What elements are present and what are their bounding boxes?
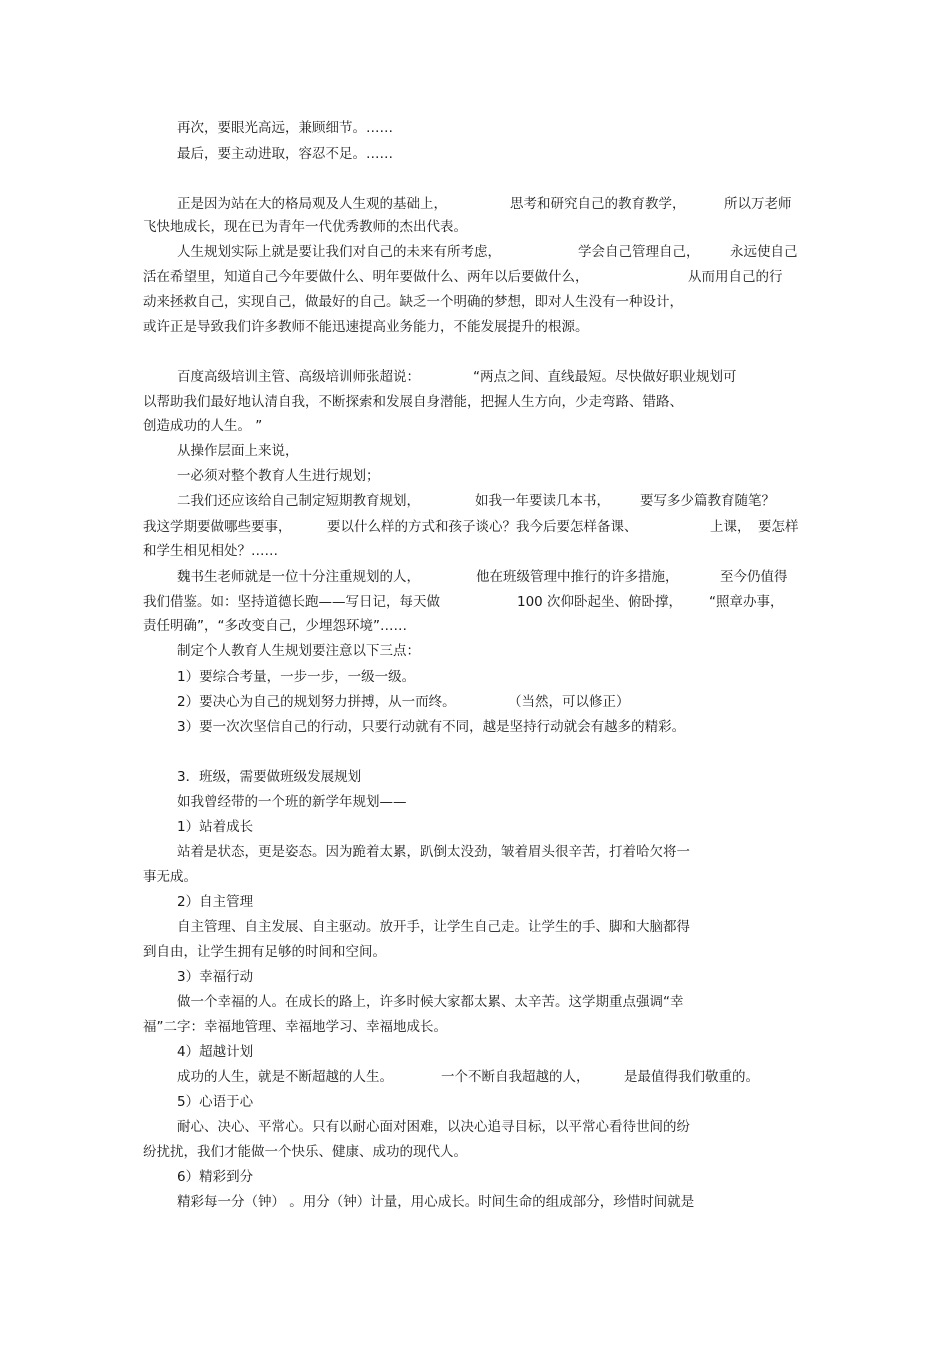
text-segment: 百度高级培训主管、高级培训师张超说： [177, 369, 420, 385]
text-line: 以帮助我们最好地认清自我，不断探索和发展自身潜能，把握人生方向，少走弯路、错路、 [143, 394, 683, 410]
text-line: 到自由，让学生拥有足够的时间和空间。 [143, 944, 386, 960]
text-segment: 我这学期要做哪些要事， [143, 519, 292, 535]
text-line: 2）自主管理 [177, 894, 254, 910]
text-line: 最后，要主动进取，容忍不足。…… [177, 146, 393, 162]
text-segment: 魏书生老师就是一位十分注重规划的人， [177, 569, 420, 585]
text-segment: “两点之间、直线最短。尽快做好职业规划可 [473, 369, 737, 385]
text-line: 再次，要眼光高远，兼顾细节。…… [177, 120, 393, 136]
text-segment: 100 次仰卧起坐、俯卧撑， [517, 594, 683, 610]
text-line: 3）要一次次坚信自己的行动，只要行动就有不同，越是坚持行动就会有越多的精彩。 [177, 719, 686, 735]
text-line: 4）超越计划 [177, 1044, 254, 1060]
text-segment: 学会自己管理自己， [578, 244, 700, 260]
text-line: 5）心语于心 [177, 1094, 254, 1110]
text-segment: 二我们还应该给自己制定短期教育规划， [177, 493, 420, 509]
text-line: 做一个幸福的人。在成长的路上，许多时候大家都太累、太辛苦。这学期重点强调“幸 [177, 994, 684, 1010]
text-line: 一必须对整个教育人生进行规划； [177, 468, 380, 484]
text-segment: 要以什么样的方式和孩子谈心？我今后要怎样备课、 [327, 519, 638, 535]
text-segment: 正是因为站在大的格局观及人生观的基础上， [177, 196, 447, 212]
text-line: 纷扰扰，我们才能做一个快乐、健康、成功的现代人。 [143, 1144, 467, 1160]
text-segment: 人生规划实际上就是要让我们对自己的未来有所考虑， [177, 244, 501, 260]
text-line: 动来拯救自己，实现自己，做最好的自己。缺乏一个明确的梦想，即对人生没有一种设计， [143, 294, 683, 310]
text-segment: “照章办事， [709, 594, 784, 610]
text-line: 从操作层面上来说， [177, 443, 299, 459]
text-line: 和学生相见相处？…… [143, 543, 278, 559]
text-segment: 要怎样 [758, 519, 799, 535]
text-segment: 成功的人生，就是不断超越的人生。 [177, 1069, 393, 1085]
text-segment: 从而用自己的行 [688, 269, 783, 285]
text-line: 3）幸福行动 [177, 969, 254, 985]
text-segment: 他在班级管理中推行的许多措施， [476, 569, 679, 585]
text-line: 6）精彩到分 [177, 1169, 254, 1185]
text-line: 耐心、决心、平常心。只有以耐心面对困难，以决心追寻目标，以平常心看待世间的纷 [177, 1119, 690, 1135]
text-line: 精彩每一分（钟） 。用分（钟）计量，用心成长。时间生命的组成部分，珍惜时间就是 [177, 1194, 695, 1210]
text-segment: 所以万老师 [724, 196, 792, 212]
text-segment: 至今仍值得 [720, 569, 788, 585]
text-segment: 思考和研究自己的教育教学， [510, 196, 686, 212]
text-segment: （当然，可以修正） [508, 694, 630, 710]
text-line: 如我曾经带的一个班的新学年规划—— [177, 794, 407, 810]
text-segment: 是最值得我们敬重的。 [624, 1069, 759, 1085]
text-line: 制定个人教育人生规划要注意以下三点： [177, 643, 420, 659]
text-line: 或许正是导致我们许多教师不能迅速提高业务能力，不能发展提升的根源。 [143, 319, 589, 335]
text-line: 福”二字：幸福地管理、幸福地学习、幸福地成长。 [143, 1019, 447, 1035]
text-segment: 活在希望里，知道自己今年要做什么、明年要做什么、两年以后要做什么， [143, 269, 589, 285]
text-line: 事无成。 [143, 869, 197, 885]
text-segment: 如我一年要读几本书， [475, 493, 610, 509]
text-segment: 2）要决心为自己的规划努力拼搏，从一而终。 [177, 694, 456, 710]
text-segment: 上课， [710, 519, 751, 535]
text-line: 1）要综合考量，一步一步，一级一级。 [177, 669, 416, 685]
text-line: 创造成功的人生。 ” [143, 418, 263, 434]
text-segment: 一个不断自我超越的人， [441, 1069, 590, 1085]
text-segment: 永远使自己 [730, 244, 798, 260]
text-line: 1）站着成长 [177, 819, 254, 835]
text-line: 飞快地成长，现在已为青年一代优秀教师的杰出代表。 [143, 219, 467, 235]
text-line: 自主管理、自主发展、自主驱动。放开手，让学生自己走。让学生的手、脚和大脑都得 [177, 919, 690, 935]
text-line: 3．班级，需要做班级发展规划 [177, 769, 362, 785]
text-line: 站着是状态，更是姿态。因为跪着太累，趴倒太没劲，皱着眉头很辛苦，打着哈欠将一 [177, 844, 690, 860]
text-segment: 我们借鉴。如：坚持道德长跑——写日记，每天做 [143, 594, 440, 610]
text-line: 责任明确”，“多改变自己，少埋怨环境”…… [143, 618, 407, 634]
text-segment: 要写多少篇教育随笔？ [640, 493, 775, 509]
